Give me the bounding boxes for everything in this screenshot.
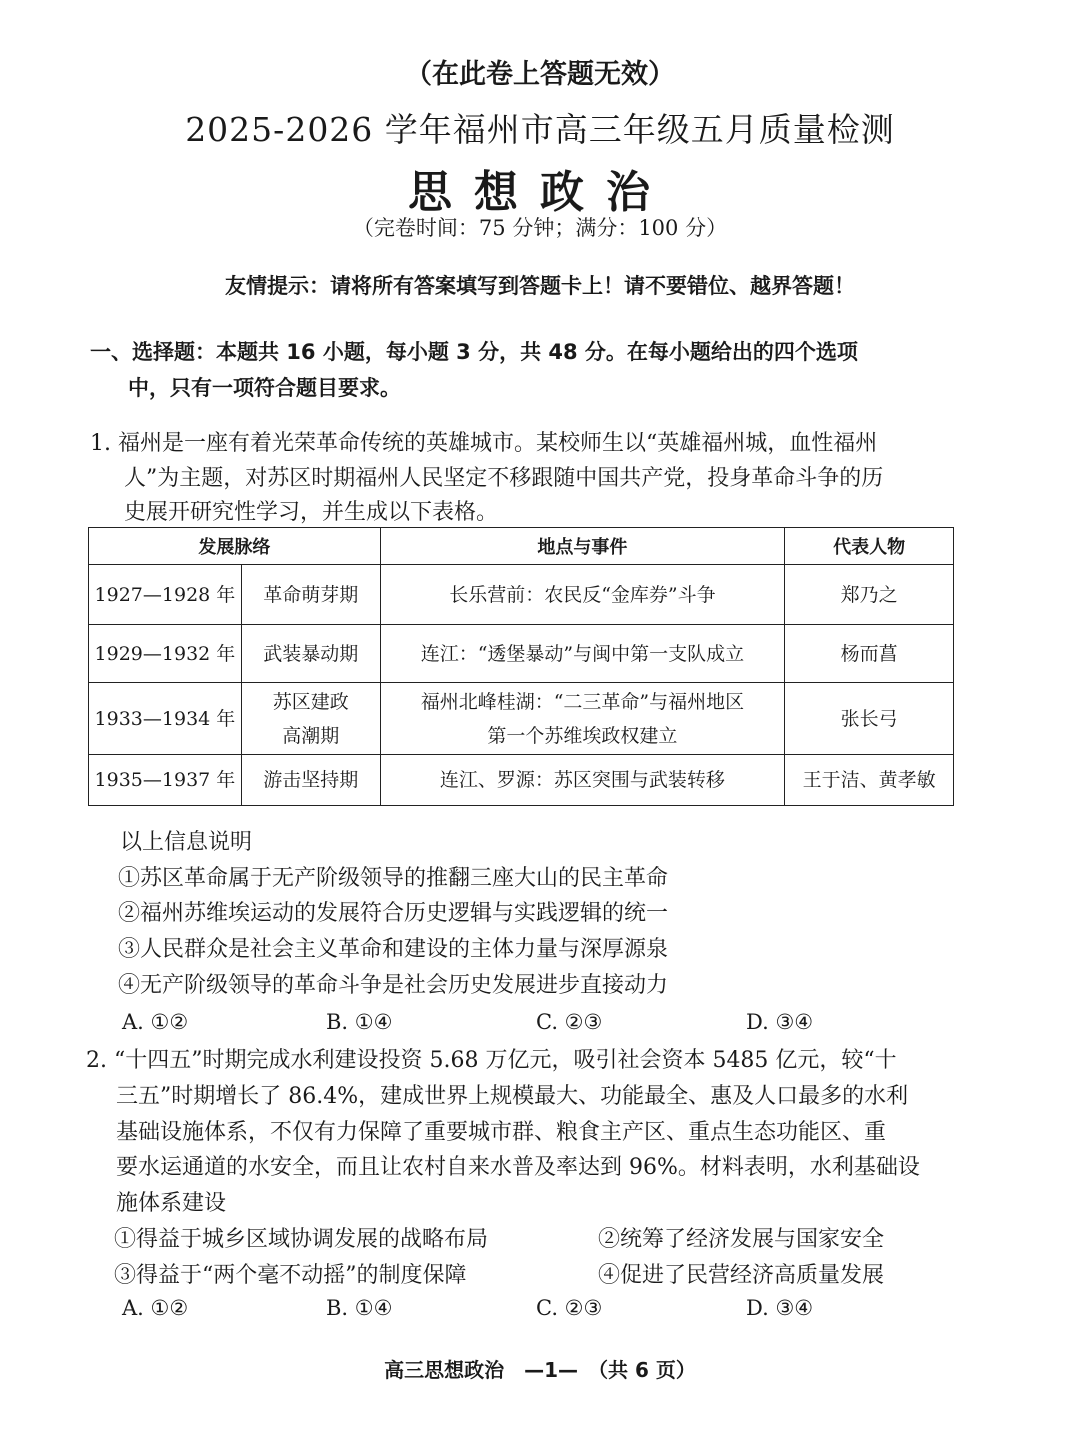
- q2-option-c: C. ②③: [536, 1296, 603, 1320]
- cell-phase: 武装暴动期: [241, 625, 380, 683]
- cell-years: 1929—1932 年: [89, 625, 242, 683]
- section-heading: 一、选择题：本题共 16 小题，每小题 3 分，共 48 分。在每小题给出的四个选项: [90, 340, 858, 364]
- q2-stem-line: 三五”时期增长了 86.4%，建成世界上规模最大、功能最全、惠及人口最多的水利: [116, 1084, 909, 1109]
- cell-event-line: 第一个苏维埃政权建立: [487, 724, 678, 747]
- table-header: 代表人物: [785, 528, 954, 565]
- cell-phase: [241, 683, 380, 755]
- table-row: [89, 755, 954, 806]
- cell-person: 张长弓: [785, 683, 954, 755]
- q2-statement: ③得益于“两个毫不动摇”的制度保障: [114, 1263, 467, 1288]
- cell-person: 杨而菖: [785, 625, 954, 683]
- q2-option-b: B. ①④: [326, 1296, 393, 1320]
- cell-person: 郑乃之: [785, 565, 954, 625]
- q1-option-c: C. ②③: [536, 1010, 603, 1034]
- table-header: 发展脉络: [89, 528, 381, 565]
- q1-statement: ③人民群众是社会主义革命和建设的主体力量与深厚源泉: [118, 937, 669, 962]
- exam-title: 2025-2026 学年福州市高三年级五月质量检测: [185, 110, 895, 149]
- cell-years: 1927—1928 年: [89, 565, 242, 625]
- q2-statement: ④促进了民营经济高质量发展: [598, 1263, 885, 1288]
- subject-title: 思想政治: [408, 167, 672, 218]
- q1-option-a: A. ①②: [122, 1010, 189, 1034]
- cell-event-line: 福州北峰桂湖：“二三革命”与福州地区: [420, 690, 745, 713]
- cell-event: 连江：“透堡暴动”与闽中第一支队成立: [380, 625, 785, 683]
- cell-event: 连江、罗源：苏区突围与武装转移: [380, 755, 785, 806]
- friendly-tip: 友情提示：请将所有答案填写到答题卡上！请不要错位、越界答题！: [225, 274, 855, 298]
- q1-option-b: B. ①④: [326, 1010, 393, 1034]
- q1-stem-line: 人”为主题，对苏区时期福州人民坚定不移跟随中国共产党，投身革命斗争的历: [124, 466, 884, 491]
- table-header: 地点与事件: [380, 528, 785, 565]
- q1-lead: 以上信息说明: [120, 830, 253, 855]
- cell-person: 王于洁、黄孝敏: [785, 755, 954, 806]
- q1-statement: ①苏区革命属于无产阶级领导的推翻三座大山的民主革命: [118, 866, 669, 891]
- q2-statement: ②统筹了经济发展与国家安全: [598, 1227, 885, 1252]
- q2-statement: ①得益于城乡区域协调发展的战略布局: [114, 1227, 489, 1252]
- time-score: （完卷时间：75 分钟；满分：100 分）: [352, 216, 728, 240]
- q1-statement: ④无产阶级领导的革命斗争是社会历史发展进步直接动力: [118, 973, 669, 998]
- table-row: [89, 625, 954, 683]
- q2-stem-line: 施体系建设: [116, 1191, 227, 1216]
- cell-years: 1935—1937 年: [89, 755, 242, 806]
- q1-statement: ②福州苏维埃运动的发展符合历史逻辑与实践逻辑的统一: [118, 901, 669, 926]
- q2-option-d: D. ③④: [746, 1296, 814, 1320]
- table-row: [89, 683, 954, 755]
- section-heading-cont: 中，只有一项符合题目要求。: [128, 376, 401, 400]
- q1-option-d: D. ③④: [746, 1010, 814, 1034]
- cell-phase-line: 高潮期: [282, 724, 340, 747]
- cell-phase: 革命萌芽期: [241, 565, 380, 625]
- q1-table: [88, 527, 954, 806]
- q1-stem-line: 1. 福州是一座有着光荣革命传统的英雄城市。某校师生以“英雄福州城，血性福州: [90, 431, 878, 456]
- table-header-row: [89, 528, 954, 565]
- q2-stem-line: 要水运通道的水安全，而且让农村自来水普及率达到 96%。材料表明，水利基础设: [116, 1155, 920, 1180]
- cell-event: [380, 683, 785, 755]
- q2-option-a: A. ①②: [122, 1296, 189, 1320]
- page-footer: 高三思想政治 —1— （共 6 页）: [384, 1358, 696, 1382]
- q2-stem-line: 基础设施体系，不仅有力保障了重要城市群、粮食主产区、重点生态功能区、重: [116, 1120, 887, 1145]
- cell-phase-line: 苏区建政: [272, 690, 349, 713]
- q2-stem-line: 2. “十四五”时期完成水利建设投资 5.68 万亿元，吸引社会资本 5485 亿元，较“十: [86, 1048, 897, 1073]
- q1-stem-line: 史展开研究性学习，并生成以下表格。: [124, 500, 499, 525]
- cell-event: 长乐营前：农民反“金库券”斗争: [380, 565, 785, 625]
- notice: （在此卷上答题无效）: [405, 59, 675, 90]
- table-row: [89, 565, 954, 625]
- cell-years: 1933—1934 年: [89, 683, 242, 755]
- cell-phase: 游击坚持期: [241, 755, 380, 806]
